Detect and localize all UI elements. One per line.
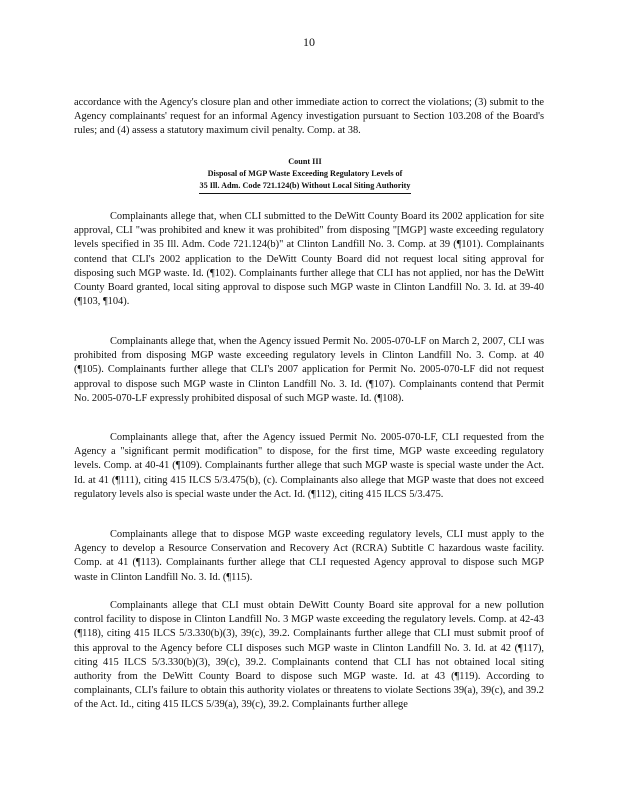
paragraph-county-approval bbox=[74, 599, 544, 713]
paragraph-text: accordance with the Agency's closure plan and other immediate action to correct the violations; (3) submit to the Agency complainants' request for an informal Agency investigation pursuant to Section 103.208 of the Board's rules; and (4) assess a statutory maximum civil penalty. Comp. at 38. bbox=[74, 97, 544, 137]
heading-line-1: Count III bbox=[288, 157, 322, 166]
heading-line-3: 35 Ill. Adm. Code 721.124(b) Without Local Siting Authority bbox=[199, 180, 410, 194]
paragraph-text: Complainants allege that, when the Agency issued Permit No. 2005-070-LF on March 2, 2007, CLI was prohibited from disposing MGP waste exceeding regulatory levels in Clinton Landfill No. 3. Comp. at 40 (¶105). Complainants further allege that CLI's 2007 application for Permit No. 2005-070-LF did not request approval to dispose such MGP waste in Clinton Landfill No. 3. Id. (¶107). Complainants contend that Permit No. 2005-070-LF expressly prohibited disposal of such MGP waste. Id. (¶108). bbox=[74, 336, 544, 404]
paragraph-text: Complainants allege that CLI must obtain DeWitt County Board site approval for a new pollution control facility to dispose in Clinton Landfill No. 3 MGP waste exceeding the regulatory levels. Comp. at 42-43 (¶118), citing 415 ILCS 5/3.330(b)(3), 39(c), 39.2. Complainants further allege that CLI must submit proof of this approval to the Agency before CLI disposes such MGP waste in Clinton Landfill No. 3. Id. at 42 (¶117), citing 415 ILCS 5/3.330(b)(3), 39(c), 39.2. Complainants contend that CLI has not obtained local siting authority from the DeWitt County Board to dispose such MGP waste. Id. at 43 (¶119). According to complainants, CLI's failure to obtain this authority violates or threatens to violate Sections 39(a), 39(c), and 39.2 of the Act. Id., citing 415 ILCS 5/39(a), 39(c), 39.2. Complainants further allege bbox=[74, 600, 544, 711]
paragraph-permit-2007 bbox=[74, 335, 544, 406]
paragraph-permit-modification bbox=[74, 431, 544, 502]
paragraph-continuation bbox=[74, 96, 544, 139]
paragraph-siting-2002 bbox=[74, 210, 544, 309]
page-number: 10 bbox=[303, 35, 315, 49]
paragraph-text: Complainants allege that, after the Agency issued Permit No. 2005-070-LF, CLI requested from the Agency a "significant permit modification" to dispose, for the first time, MGP waste exceeding regulatory levels. Comp. at 40-41 (¶109). Complainants further allege that such MGP waste is special waste under the Act. Id. at 41 (¶111), citing 415 ILCS 5/3.475(b), (c). Complainants also allege that MGP waste that does not exceed regulatory levels also is special waste under the Act. Id. (¶112), citing 415 ILCS 5/3.475. bbox=[74, 432, 544, 500]
paragraph-text: Complainants allege that, when CLI submitted to the DeWitt County Board its 2002 application for site approval, CLI "was prohibited and knew it was prohibited" from disposing "[MGP] waste exceeding regulatory levels specified in 35 Ill. Adm. Code 721.124(b)" at Clinton Landfill No. 3. Comp. at 39 (¶101). Complainants contend that CLI's 2002 application to the DeWitt County Board did not request local siting approval for disposing such MGP waste. Id. (¶102). Complainants further allege that CLI has not applied, nor has the DeWitt County Board granted, local siting approval to dispose such MGP waste in Clinton Landfill No. 3. Id. at 39-40 (¶103, ¶104). bbox=[74, 211, 544, 308]
paragraph-rcra bbox=[74, 528, 544, 585]
heading-line-2: Disposal of MGP Waste Exceeding Regulatory Levels of bbox=[207, 169, 403, 178]
section-heading bbox=[145, 156, 465, 194]
paragraph-text: Complainants allege that to dispose MGP waste exceeding regulatory levels, CLI must apply to the Agency to develop a Resource Conservation and Recovery Act (RCRA) Subtitle C hazardous waste facility. Comp. at 41 (¶113). Complainants further allege that CLI requested Agency approval to dispose such MGP waste in Clinton Landfill No. 3. Id. (¶115). bbox=[74, 529, 544, 583]
